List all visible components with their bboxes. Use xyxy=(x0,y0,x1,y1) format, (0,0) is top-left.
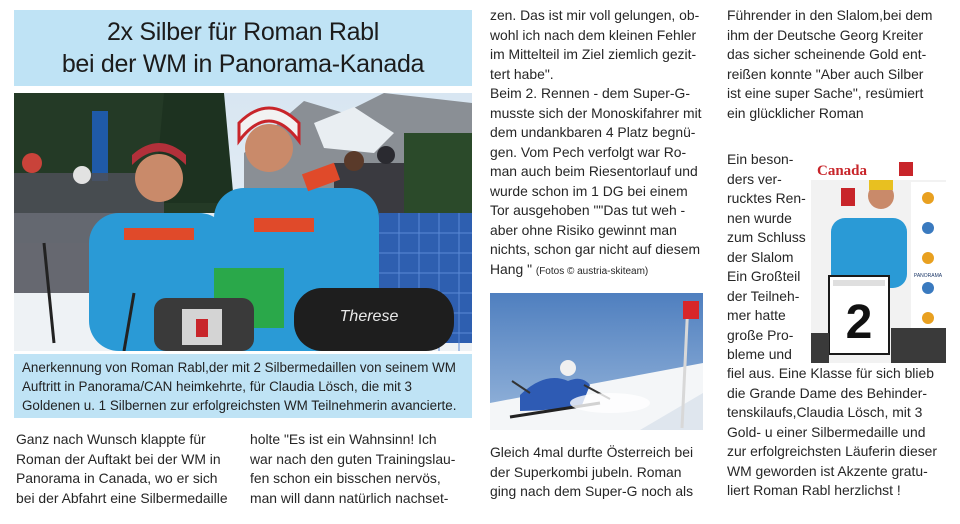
skier-photo-illustration xyxy=(490,293,703,430)
text-line: gen. Vom Pech verfolgt war Ro- xyxy=(490,143,687,160)
text-line: ist eine super Sache", resümiert xyxy=(727,85,924,101)
text-line: Ganz nach Wunsch klappte für xyxy=(16,431,206,447)
text-line: der Superkombi jubeln. Roman xyxy=(490,463,682,480)
text-line: der Teilneh- xyxy=(727,287,800,304)
text-line: im Mittelteil im Ziel ziemlich gezit- xyxy=(490,46,697,62)
column-3-bottom xyxy=(490,443,705,502)
text-line: dem undankbaren 4 Platz begnü- xyxy=(490,124,696,140)
text-line: man will dann natürlich nachset- xyxy=(250,489,449,506)
text-line: liert Roman Rabl herzlichst ! xyxy=(727,482,901,498)
headline-line-2: bei der WM in Panorama-Kanada xyxy=(61,50,425,78)
bib-number: 2 xyxy=(845,296,873,349)
podium-photo-illustration xyxy=(811,158,946,363)
text-line: WM geworden ist Akzente gratu- xyxy=(727,462,928,479)
hang-text: Hang " xyxy=(490,260,532,277)
headline-line-1: 2x Silber für Roman Rabl xyxy=(106,18,380,46)
text-line: Panorama in Canada, wo er sich xyxy=(16,470,218,486)
text-line: ihm der Deutsche Georg Kreiter xyxy=(727,26,924,43)
text-line: bei der Abfahrt eine Silbermedaille xyxy=(16,489,228,506)
text-line: ein glücklicher Roman xyxy=(727,104,864,121)
podium-banner-text: Canada xyxy=(817,163,868,179)
text-line: tert habe". xyxy=(490,65,554,82)
column-4-bottom xyxy=(727,364,952,501)
text-line: ging nach dem Super-G noch als xyxy=(490,483,694,499)
text-line: reißen konnte "Aber auch Silber xyxy=(727,65,924,82)
main-photo-illustration xyxy=(14,93,472,351)
text-line: nichts, schon gar nicht auf diesem xyxy=(490,241,701,257)
text-line: rucktes Ren- xyxy=(727,190,806,206)
text-line: holte "Es ist ein Wahnsinn! Ich xyxy=(250,431,437,447)
text-line: Tor ausgehoben ""Das tut weh - xyxy=(490,202,686,218)
text-line: die Grande Dame des Behinder- xyxy=(727,384,927,401)
text-line: fen schon ein bisschen nervös, xyxy=(250,470,441,486)
text-line: zen. Das ist mir voll gelungen, ob- xyxy=(490,7,700,23)
podium-photo xyxy=(811,158,946,363)
text-line: Roman der Auftakt bei der WM in xyxy=(16,450,221,467)
text-line: Gold- u einer Silbermedaille und xyxy=(727,423,926,440)
text-line: zum Schluss xyxy=(727,229,806,245)
text-line: große Pro- xyxy=(727,326,794,343)
column-4-top xyxy=(727,6,952,123)
text-line: tenskilaufs,Claudia Lösch, mit 3 xyxy=(727,404,923,420)
text-line: der Slalom xyxy=(727,248,794,265)
sponsor-text: PANORAMA xyxy=(913,273,943,279)
main-photo xyxy=(14,93,472,351)
text-line: ders ver- xyxy=(727,170,782,187)
column-1 xyxy=(16,430,241,508)
text-line: Ein Großteil xyxy=(727,268,801,284)
headline-box xyxy=(14,10,472,86)
text-line: nen wurde xyxy=(727,209,792,226)
photo-credit: (Fotos © austria-skiteam) xyxy=(535,265,649,277)
text-line: zur erfolgreichsten Läuferin dieser xyxy=(727,443,938,459)
text-line: Beim 2. Rennen - dem Super-G- xyxy=(490,85,690,101)
column-4-narrow xyxy=(727,150,809,365)
text-line: bleme und xyxy=(727,346,792,362)
text-line: das sicher scheinende Gold ent- xyxy=(727,46,927,62)
photo-caption: Anerkennung von Roman Rabl,der mit 2 Silbermedaillen von seinem WM Auftritt in Panorama/CAN heimkehrte, für Claudia Lösch, die mit 3 Goldenen u. 1 Silbernen zur erfolgreichsten WM Teilnehmerin avancierte. xyxy=(14,354,472,418)
text-line: fiel aus. Eine Klasse für sich blieb xyxy=(727,365,934,381)
skier-photo xyxy=(490,293,703,430)
text-line: Führender in den Slalom,bei dem xyxy=(727,7,933,23)
text-line: wohl ich nach dem kleinen Fehler xyxy=(490,26,697,43)
text-line: wurde schon im 1 DG bei einem xyxy=(490,182,688,199)
column-3-top xyxy=(490,6,705,281)
sled-text: Therese xyxy=(339,308,399,325)
text-line: Ein beson- xyxy=(727,151,794,167)
text-line: musste sich der Monoskifahrer mit xyxy=(490,104,702,121)
text-line: mer hatte xyxy=(727,307,786,323)
column-2 xyxy=(250,430,475,508)
text-line: Gleich 4mal durfte Österreich bei xyxy=(490,444,694,460)
text-line: man auch beim Riesentorlauf und xyxy=(490,163,698,179)
text-line: aber ohne Risiko gewinnt man xyxy=(490,221,677,238)
text-line xyxy=(490,260,705,282)
text-line: war nach den guten Trainingslau- xyxy=(250,450,456,467)
